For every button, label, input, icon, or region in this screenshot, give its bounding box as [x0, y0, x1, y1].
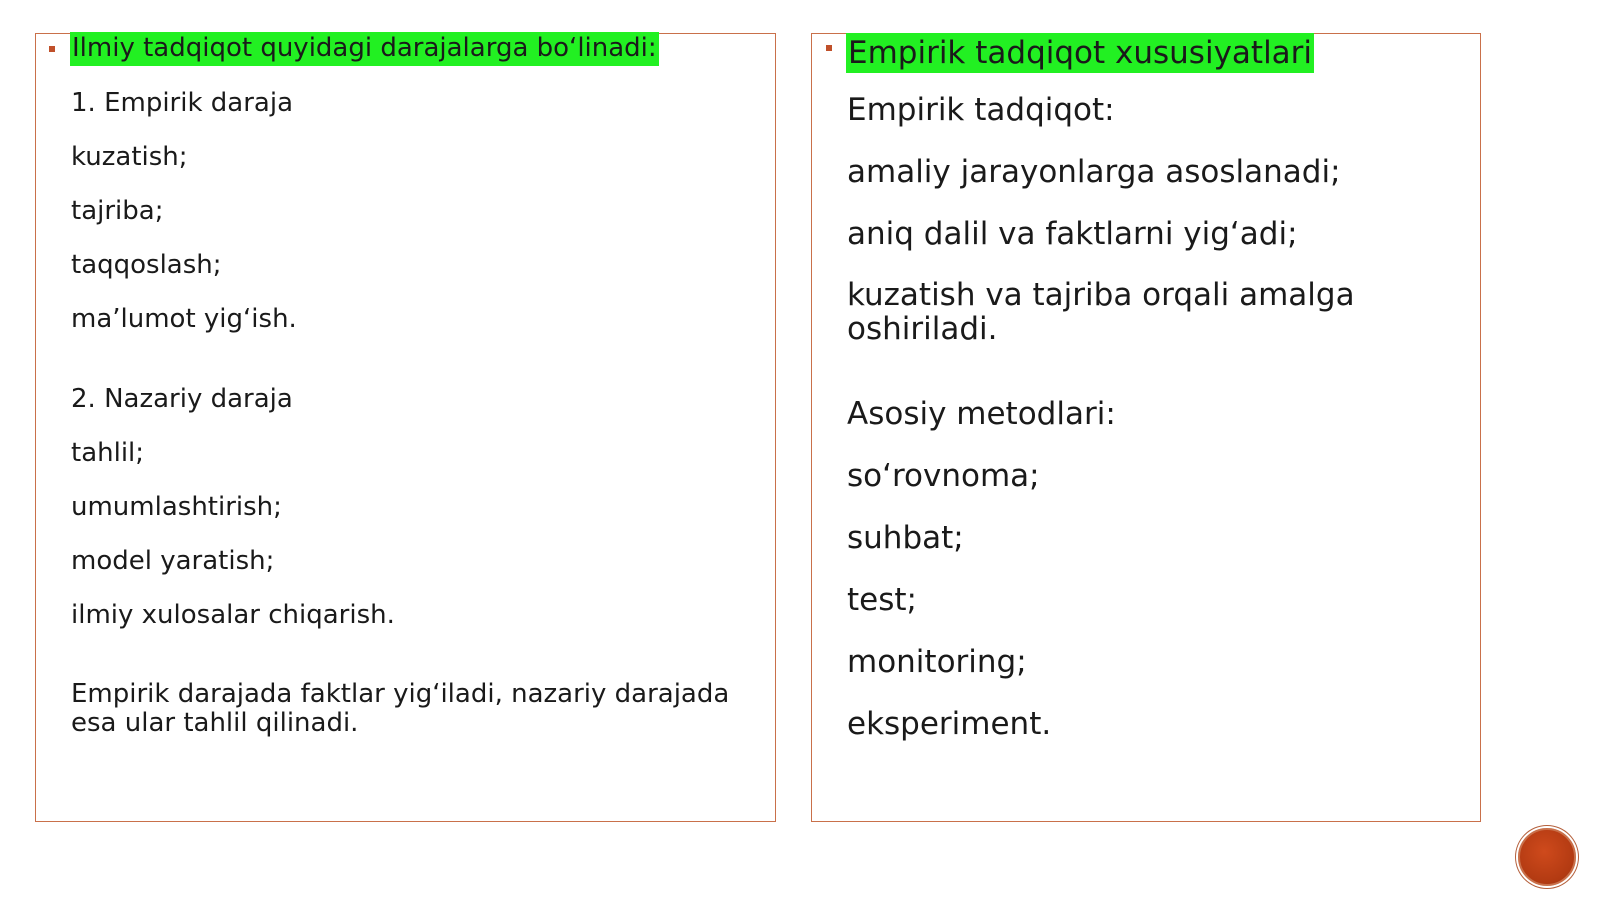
list-item: aniq dalil va faktlarni yig‘adi; — [847, 216, 1298, 252]
left-text-panel — [35, 33, 776, 822]
list-item: ma’lumot yig‘ish. — [71, 304, 297, 334]
square-bullet-icon — [826, 45, 832, 51]
circle-button-icon[interactable] — [1518, 828, 1576, 886]
list-item: eksperiment. — [847, 706, 1052, 742]
list-item: monitoring; — [847, 644, 1027, 680]
methods-title: Asosiy metodlari: — [847, 396, 1116, 432]
list-item: taqqoslash; — [71, 250, 222, 280]
list-item: tahlil; — [71, 438, 145, 468]
right-heading: Empirik tadqiqot xususiyatlari — [846, 33, 1314, 73]
list-item: test; — [847, 582, 917, 618]
empirical-research-subheading: Empirik tadqiqot: — [847, 92, 1115, 128]
left-heading: Ilmiy tadqiqot quyidagi darajalarga bo‘linadi: — [70, 32, 659, 66]
list-item: ilmiy xulosalar chiqarish. — [71, 600, 395, 630]
conclusion-text: Empirik darajada faktlar yig‘iladi, nazariy darajada esa ular tahlil qilinadi. — [71, 679, 730, 738]
list-item: umumlashtirish; — [71, 492, 282, 522]
empirical-level-title: 1. Empirik daraja — [71, 88, 294, 118]
list-item: amaliy jarayonlarga asoslanadi; — [847, 154, 1341, 190]
list-item: suhbat; — [847, 520, 964, 556]
list-item: tajriba; — [71, 196, 164, 226]
right-text-panel — [811, 33, 1481, 822]
square-bullet-icon — [49, 46, 55, 52]
theoretical-level-title: 2. Nazariy daraja — [71, 384, 293, 414]
list-item: kuzatish; — [71, 142, 188, 172]
list-item: model yaratish; — [71, 546, 275, 576]
list-item: kuzatish va tajriba orqali amalga oshiriladi. — [847, 277, 1355, 348]
list-item: so‘rovnoma; — [847, 458, 1040, 494]
